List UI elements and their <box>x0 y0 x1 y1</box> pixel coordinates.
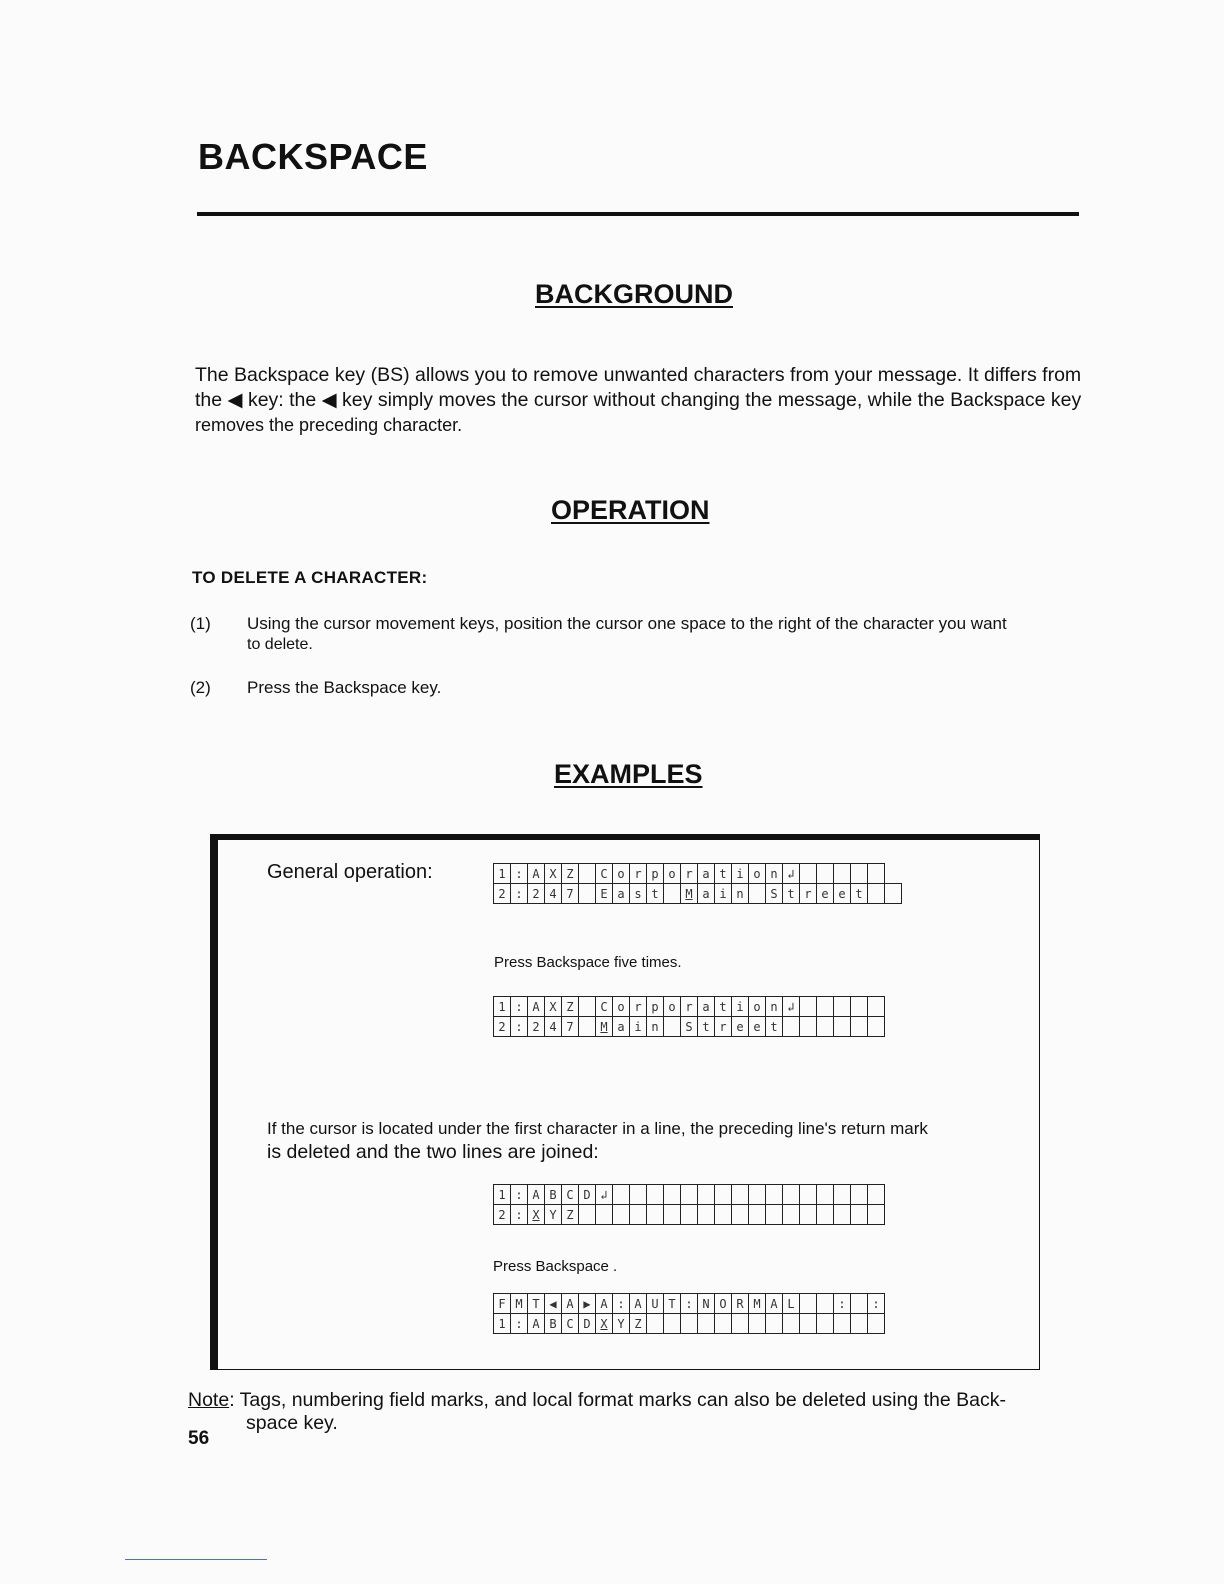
lcd-cell: r <box>681 997 698 1017</box>
lcd-cell: C <box>562 1314 579 1334</box>
lcd-screen-join-after <box>493 1293 885 1334</box>
lcd-cell: 1 <box>494 1185 511 1205</box>
lcd-cell: o <box>749 997 766 1017</box>
lcd-cell <box>851 1314 868 1334</box>
lcd-cell: : <box>511 1314 528 1334</box>
lcd-cell: t <box>783 884 800 904</box>
lcd-cell: ↲ <box>783 864 800 884</box>
lcd-cell: : <box>868 1294 885 1314</box>
lcd-cell: D <box>579 1314 596 1334</box>
lcd-cell: : <box>511 864 528 884</box>
page-number: 56 <box>188 1428 210 1449</box>
lcd-cell <box>630 1185 647 1205</box>
lcd-cell: C <box>562 1185 579 1205</box>
general-operation-label: General operation: <box>267 861 433 883</box>
lcd-cell <box>579 884 596 904</box>
lcd-cell: : <box>613 1294 630 1314</box>
lcd-cell: t <box>647 884 664 904</box>
lcd-cell <box>834 1185 851 1205</box>
lcd-cell: t <box>851 884 868 904</box>
lcd-row <box>494 864 902 884</box>
lcd-cell: r <box>715 1017 732 1037</box>
lcd-cell <box>851 864 868 884</box>
lcd-cell: T <box>528 1294 545 1314</box>
lcd-cell: X <box>596 1314 613 1334</box>
lcd-cell: 2 <box>494 884 511 904</box>
lcd-cell: : <box>511 884 528 904</box>
lcd-cell: A <box>528 1185 545 1205</box>
lcd-row <box>494 1185 885 1205</box>
lcd-cell <box>834 1017 851 1037</box>
lcd-cell <box>715 1205 732 1225</box>
lcd-cell <box>868 1205 885 1225</box>
lcd-cell <box>834 1314 851 1334</box>
note-label: Note <box>188 1389 230 1411</box>
lcd-cell <box>817 1314 834 1334</box>
lcd-cell: r <box>681 864 698 884</box>
lcd-cell: 1 <box>494 1314 511 1334</box>
lcd-cell: a <box>698 997 715 1017</box>
lcd-cell: : <box>511 1205 528 1225</box>
lcd-cell: o <box>613 864 630 884</box>
lcd-cell: Y <box>545 1205 562 1225</box>
lcd-cell <box>800 1017 817 1037</box>
lcd-cell: n <box>647 1017 664 1037</box>
background-heading: BACKGROUND <box>535 279 733 309</box>
page-title: BACKSPACE <box>198 136 428 177</box>
lcd-cell: : <box>511 1185 528 1205</box>
lcd-cell <box>749 1314 766 1334</box>
lcd-cell <box>647 1314 664 1334</box>
lcd-cell: C <box>596 997 613 1017</box>
lcd-cell <box>783 1314 800 1334</box>
lcd-cell: 4 <box>545 884 562 904</box>
lcd-cell <box>868 864 885 884</box>
lcd-cell: e <box>732 1017 749 1037</box>
lcd-cell: i <box>715 884 732 904</box>
lcd-cell: n <box>732 884 749 904</box>
lcd-cell: M <box>511 1294 528 1314</box>
lcd-cell <box>817 1185 834 1205</box>
lcd-cell: A <box>528 1314 545 1334</box>
lcd-cell: 1 <box>494 997 511 1017</box>
lcd-cell <box>732 1205 749 1225</box>
lcd-cell: a <box>698 884 715 904</box>
lcd-cell: A <box>528 864 545 884</box>
lcd-cell <box>851 997 868 1017</box>
lcd-cell <box>834 864 851 884</box>
lcd-cell: i <box>732 997 749 1017</box>
lcd-cell: t <box>766 1017 783 1037</box>
lcd-cell: B <box>545 1314 562 1334</box>
lcd-cell: U <box>647 1294 664 1314</box>
lcd-cell <box>613 1205 630 1225</box>
lcd-cell <box>885 884 902 904</box>
lcd-cell: 4 <box>545 1017 562 1037</box>
lcd-cell <box>579 997 596 1017</box>
lcd-cell <box>817 997 834 1017</box>
lcd-cell <box>783 1205 800 1225</box>
decorative-line <box>125 1559 267 1560</box>
lcd-cell: r <box>630 864 647 884</box>
lcd-cell: ↲ <box>783 997 800 1017</box>
lcd-cell <box>732 1185 749 1205</box>
lcd-cell <box>749 1205 766 1225</box>
lcd-cell <box>851 1205 868 1225</box>
lcd-cell: 2 <box>494 1017 511 1037</box>
step-2-line-1: Press the Backspace key. <box>247 678 442 697</box>
lcd-cell <box>834 997 851 1017</box>
lcd-cell: X <box>528 1205 545 1225</box>
lcd-row <box>494 997 885 1017</box>
lcd-cell: M <box>749 1294 766 1314</box>
lcd-cell: A <box>596 1294 613 1314</box>
lcd-cell: o <box>664 864 681 884</box>
lcd-cell: : <box>511 997 528 1017</box>
background-line-1: The Backspace key (BS) allows you to remove unwanted characters from your message. It differs from <box>195 364 1082 386</box>
step-1-line-1: Using the cursor movement keys, position the cursor one space to the right of the character you want <box>247 614 1007 633</box>
lcd-cell: a <box>698 864 715 884</box>
lcd-cell: M <box>596 1017 613 1037</box>
lcd-row <box>494 1294 885 1314</box>
lcd-cell <box>613 1185 630 1205</box>
lcd-cell <box>579 864 596 884</box>
lcd-cell: L <box>783 1294 800 1314</box>
lcd-cell: t <box>715 864 732 884</box>
lcd-cell: i <box>630 1017 647 1037</box>
lcd-cell: o <box>749 864 766 884</box>
examples-box <box>210 834 1040 1370</box>
lcd-cell: : <box>681 1294 698 1314</box>
lcd-cell: t <box>715 997 732 1017</box>
press-five-text: Press Backspace five times. <box>494 954 682 971</box>
lcd-cell <box>596 1205 613 1225</box>
lcd-row <box>494 1205 885 1225</box>
lcd-cell: : <box>511 1017 528 1037</box>
join-text-line-2: is deleted and the two lines are joined: <box>267 1141 599 1163</box>
lcd-row <box>494 884 902 904</box>
lcd-cell <box>732 1314 749 1334</box>
lcd-cell: Z <box>562 1205 579 1225</box>
lcd-cell: p <box>647 864 664 884</box>
lcd-cell: M <box>681 884 698 904</box>
lcd-cell: s <box>630 884 647 904</box>
lcd-cell <box>868 884 885 904</box>
lcd-cell <box>647 1185 664 1205</box>
lcd-cell: ▶ <box>579 1294 596 1314</box>
lcd-cell: 1 <box>494 864 511 884</box>
join-text-line-1: If the cursor is located under the first character in a line, the preceding line's return mark <box>267 1119 928 1138</box>
lcd-cell: 2 <box>494 1205 511 1225</box>
lcd-cell <box>647 1205 664 1225</box>
lcd-cell: e <box>834 884 851 904</box>
lcd-cell: i <box>732 864 749 884</box>
step-1-number: (1) <box>190 614 211 633</box>
lcd-cell: 7 <box>562 1017 579 1037</box>
lcd-cell: Z <box>562 997 579 1017</box>
lcd-cell: S <box>766 884 783 904</box>
title-rule <box>197 212 1079 216</box>
background-line-3: removes the preceding character. <box>195 415 463 435</box>
lcd-cell: o <box>664 997 681 1017</box>
lcd-cell <box>579 1205 596 1225</box>
lcd-cell <box>868 1314 885 1334</box>
lcd-cell: A <box>562 1294 579 1314</box>
note-text: : Tags, numbering field marks, and local format marks can also be deleted using the Back- <box>229 1389 1006 1411</box>
lcd-cell: r <box>800 884 817 904</box>
note-line-2: space key. <box>246 1412 338 1434</box>
lcd-cell <box>664 1017 681 1037</box>
lcd-cell <box>851 1017 868 1037</box>
step-2-number: (2) <box>190 678 211 697</box>
lcd-cell: a <box>613 1017 630 1037</box>
operation-heading: OPERATION <box>551 495 710 525</box>
lcd-cell: n <box>766 997 783 1017</box>
lcd-cell <box>868 997 885 1017</box>
lcd-cell <box>579 1017 596 1037</box>
lcd-cell: e <box>817 884 834 904</box>
lcd-cell: ↲ <box>596 1185 613 1205</box>
lcd-cell <box>766 1314 783 1334</box>
lcd-cell: 7 <box>562 884 579 904</box>
background-line-2: the ◀ key: the ◀ key simply moves the cursor without changing the message, while the Backspace key <box>195 389 1082 411</box>
lcd-cell <box>834 1205 851 1225</box>
lcd-cell: t <box>698 1017 715 1037</box>
lcd-cell: ◀ <box>545 1294 562 1314</box>
lcd-cell <box>783 1017 800 1037</box>
lcd-cell <box>817 1017 834 1037</box>
lcd-cell <box>630 1205 647 1225</box>
lcd-cell <box>783 1185 800 1205</box>
lcd-cell <box>817 1205 834 1225</box>
lcd-cell <box>868 1185 885 1205</box>
lcd-cell <box>698 1205 715 1225</box>
lcd-cell <box>715 1185 732 1205</box>
lcd-row <box>494 1017 885 1037</box>
lcd-row <box>494 1314 885 1334</box>
lcd-screen-general-after <box>493 996 885 1037</box>
lcd-cell: 2 <box>528 884 545 904</box>
lcd-cell <box>664 1185 681 1205</box>
lcd-cell: A <box>528 997 545 1017</box>
lcd-cell <box>800 864 817 884</box>
lcd-cell <box>766 1185 783 1205</box>
lcd-cell <box>800 1205 817 1225</box>
lcd-cell: A <box>766 1294 783 1314</box>
lcd-cell <box>749 1185 766 1205</box>
lcd-cell <box>800 1185 817 1205</box>
lcd-cell: C <box>596 864 613 884</box>
lcd-cell: Z <box>562 864 579 884</box>
step-1-line-2: to delete. <box>247 636 313 653</box>
lcd-cell: T <box>664 1294 681 1314</box>
lcd-cell: : <box>834 1294 851 1314</box>
examples-heading: EXAMPLES <box>554 759 703 789</box>
lcd-cell <box>681 1205 698 1225</box>
lcd-cell: O <box>715 1294 732 1314</box>
lcd-cell: X <box>545 864 562 884</box>
lcd-cell: e <box>749 1017 766 1037</box>
lcd-cell <box>664 884 681 904</box>
lcd-cell: Z <box>630 1314 647 1334</box>
lcd-cell: E <box>596 884 613 904</box>
lcd-cell: B <box>545 1185 562 1205</box>
lcd-cell: F <box>494 1294 511 1314</box>
lcd-cell: n <box>766 864 783 884</box>
lcd-cell <box>698 1185 715 1205</box>
lcd-cell: r <box>630 997 647 1017</box>
lcd-cell <box>749 884 766 904</box>
lcd-cell <box>800 997 817 1017</box>
lcd-cell: N <box>698 1294 715 1314</box>
lcd-cell: R <box>732 1294 749 1314</box>
lcd-cell <box>817 864 834 884</box>
lcd-cell <box>681 1314 698 1334</box>
lcd-cell <box>664 1314 681 1334</box>
lcd-cell <box>851 1185 868 1205</box>
lcd-cell <box>664 1205 681 1225</box>
lcd-cell: p <box>647 997 664 1017</box>
lcd-cell <box>868 1017 885 1037</box>
lcd-cell: D <box>579 1185 596 1205</box>
lcd-cell: Y <box>613 1314 630 1334</box>
lcd-cell <box>715 1314 732 1334</box>
press-once-text: Press Backspace . <box>493 1258 618 1275</box>
lcd-cell <box>800 1314 817 1334</box>
lcd-cell <box>681 1185 698 1205</box>
lcd-screen-join-before <box>493 1184 885 1225</box>
lcd-cell: X <box>545 997 562 1017</box>
operation-subheading: TO DELETE A CHARACTER: <box>192 568 428 587</box>
lcd-cell <box>698 1314 715 1334</box>
lcd-cell <box>817 1294 834 1314</box>
lcd-cell: A <box>630 1294 647 1314</box>
note-line-1 <box>188 1389 1006 1411</box>
lcd-screen-general-before <box>493 863 902 904</box>
lcd-cell: a <box>613 884 630 904</box>
lcd-cell: o <box>613 997 630 1017</box>
lcd-cell: 2 <box>528 1017 545 1037</box>
lcd-cell <box>851 1294 868 1314</box>
lcd-cell: S <box>681 1017 698 1037</box>
lcd-cell <box>766 1205 783 1225</box>
lcd-cell <box>800 1294 817 1314</box>
